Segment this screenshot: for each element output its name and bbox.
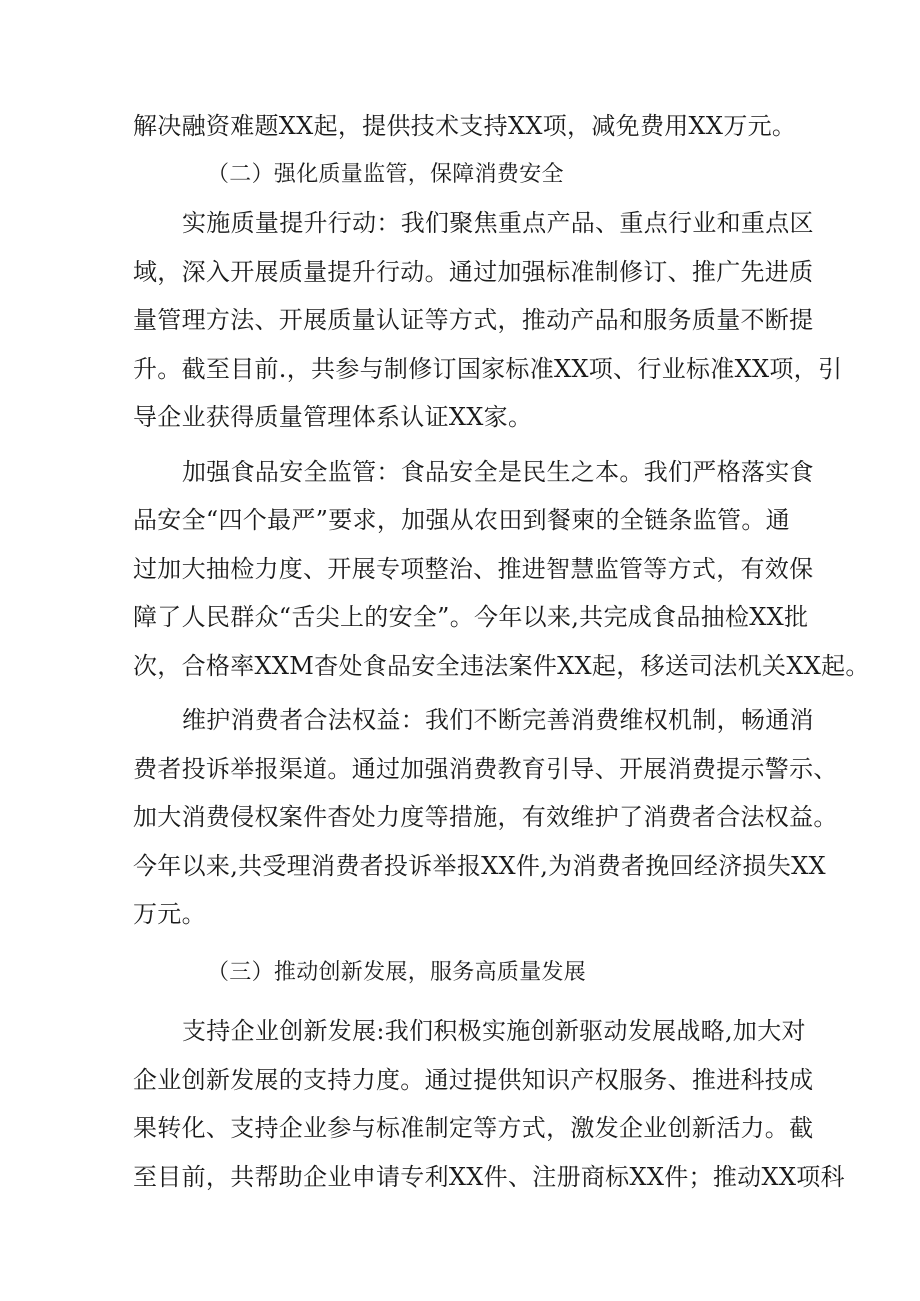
paragraph-line: 企业创新发展的支持力度。通过提供知识产权服务、推进科技成	[133, 1065, 814, 1094]
paragraph-line: 加强食品安全监管：食品安全是民生之本。我们严格落实食	[182, 457, 814, 486]
paragraph-line: 域，深入开展质量提升行动。通过加强标准制修订、推广先进质	[133, 257, 814, 286]
paragraph-line: 量管理方法、开展质量认证等方式，推动产品和服务质量不断提	[133, 306, 814, 334]
paragraph-line: 导企业获得质量管理体系认证XX家。	[133, 403, 533, 431]
paragraph-line: 品安全“四个最严”要求，加强从农田到餐柬的全链条监管。通	[133, 506, 790, 534]
paragraph-line: 支持企业创新发展:我们积极实施创新驱动发展战略,加大对	[182, 1017, 806, 1045]
paragraph-line: 障了人民群众“舌尖上的安全”。今年以来,共完成食品抽检XX批	[133, 603, 809, 631]
section-heading: （三）推动创新发展，服务高质量发展	[207, 959, 587, 985]
paragraph-line: 升。截至目前.，共参与制修订国家标准XX项、行业标准XX项，引	[133, 354, 843, 383]
paragraph-line: 万元。	[133, 900, 206, 928]
paragraph-line: 实施质量提升行动：我们聚焦重点产品、重点行业和重点区	[182, 209, 814, 237]
section-heading: （二）强化质量监管，保障消费安全	[207, 161, 564, 187]
paragraph-line: 次，合格率XXM杳处食品安全违法案件XX起，移送司法机关XX起。	[133, 651, 870, 680]
paragraph-line: 解决融资难题XX起，提供技术支持XX项，减免费用XX万元。	[133, 112, 797, 140]
paragraph-line: 至目前，共帮助企业申请专利XX件、注册商标XX件；推动XX项科	[133, 1162, 845, 1191]
paragraph-line: 维护消费者合法权益：我们不断完善消费维权机制，畅通消	[182, 706, 814, 734]
paragraph-line: 过加大抽检力度、开展专项整治、推进智慧监管等方式，有效保	[133, 554, 814, 583]
paragraph-line: 果转化、支持企业参与标准制定等方式，激发企业创新活力。截	[133, 1114, 814, 1142]
paragraph-line: 费者投诉举报渠道。通过加强消费教育引导、开展消费提示警示、	[133, 754, 838, 783]
paragraph-line: 加大消费侵权案件杳处力度等措施，有效维护了消费者合法权益。	[133, 803, 838, 831]
paragraph-line: 今年以来,共受理消费者投诉举报XX件,为消费者挽回经济损失XX	[133, 851, 826, 880]
